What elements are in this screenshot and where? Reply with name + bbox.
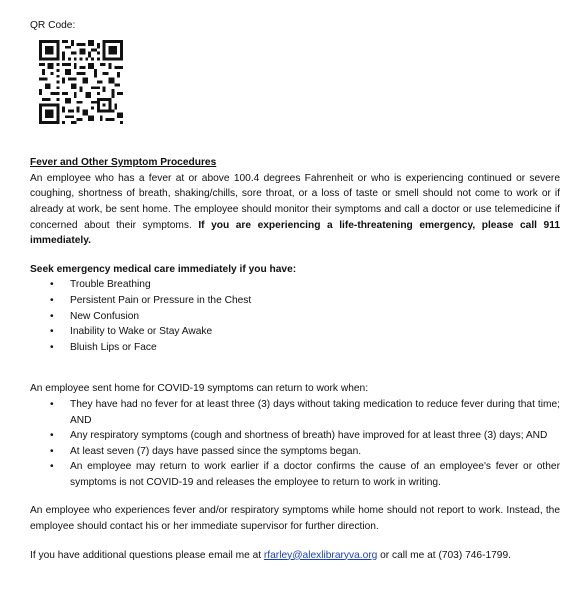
list-item: • They have had no fever for at least three (3) days without taking medication to reduce fever during that time; AND	[30, 397, 560, 428]
list-item: • New Confusion	[30, 309, 560, 325]
list-item: • Any respiratory symptoms (cough and shortness of breath) have improved for at least three (3) days; AND	[30, 428, 560, 444]
emergency-symptom-list	[30, 277, 560, 355]
list-item: • At least seven (7) days have passed since the symptoms began.	[30, 444, 560, 460]
emergency-warning-text: If you are experiencing a life-threatening emergency, please call 911 immediately.	[30, 219, 560, 247]
list-item: • An employee may return to work earlier if a doctor confirms the cause of an employee's fever or other symptoms is not COVID-19 and releases the employee to return to work in writing.	[30, 459, 560, 490]
qr-code-image	[39, 40, 123, 124]
list-item: • Inability to Wake or Stay Awake	[30, 324, 560, 340]
list-item: • Trouble Breathing	[30, 277, 560, 293]
home-symptoms-paragraph: An employee who experiences fever and/or respiratory symptoms while home should not report to work. Instead, the employee should contact his or her immediate supervisor for further direction.	[30, 505, 560, 533]
section-title: Fever and Other Symptom Procedures	[30, 157, 217, 169]
fever-procedure-text: An employee who has a fever at or above 100.4 degrees Fahrenheit or who is experiencing continued or severe coughing, shortness of breath, shaking/chills, sore throat, or a loss of taste or smell should not come to work or if already at work, be sent home. The employee should monitor their symptoms and call a doctor or use telemedicine if concerned about their symptoms.	[30, 172, 560, 231]
contact-paragraph	[30, 548, 560, 564]
list-item: • Bluish Lips or Face	[30, 340, 560, 356]
return-to-work-list	[30, 397, 560, 491]
contact-suffix: or call me at (703) 746-1799.	[380, 549, 511, 561]
return-to-work-intro: An employee sent home for COVID-19 symptoms can return to work when:	[30, 383, 369, 395]
email-link[interactable]: rfarley@alexlibraryva.org	[263, 549, 378, 561]
qr-code-label: QR Code:	[30, 20, 76, 31]
contact-prefix: If you have additional questions please email me at	[30, 549, 262, 561]
document-page	[30, 18, 560, 563]
list-item: • Persistent Pain or Pressure in the Chest	[30, 293, 560, 309]
emergency-care-heading: Seek emergency medical care immediately if you have:	[30, 263, 297, 275]
fever-procedure-paragraph	[30, 171, 560, 249]
